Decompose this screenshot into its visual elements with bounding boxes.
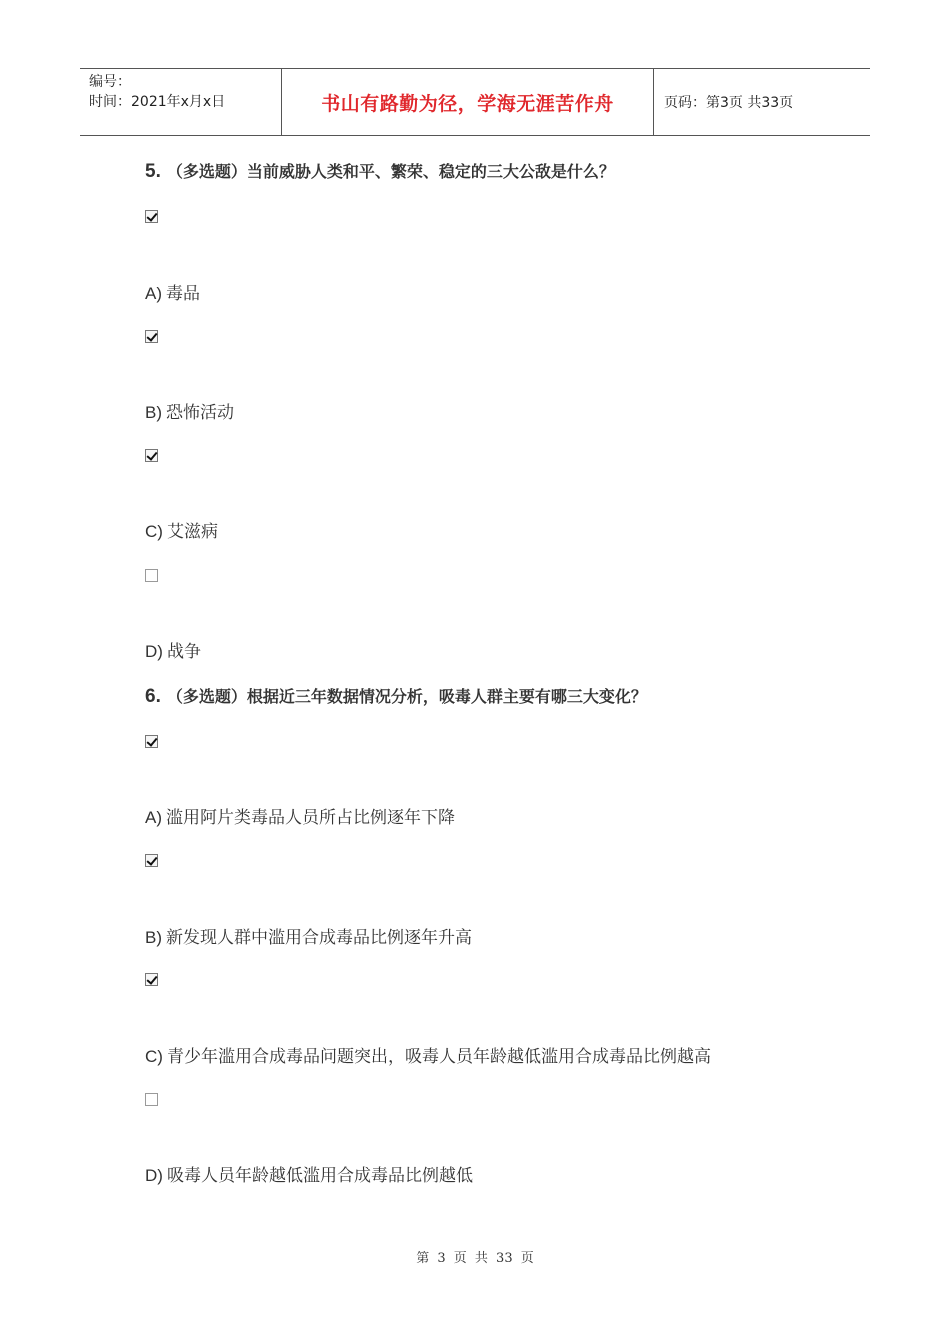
page-header [80, 68, 870, 136]
option-c-checkbox[interactable] [145, 973, 158, 986]
option-text: 恐怖活动 [166, 403, 234, 423]
option-d-checkbox[interactable] [145, 1093, 158, 1106]
option-label: B) [145, 403, 162, 422]
option-label: C) [145, 1047, 163, 1066]
option-label: B) [145, 928, 162, 947]
option-a-checkbox[interactable] [145, 210, 158, 223]
option-d-checkbox[interactable] [145, 569, 158, 582]
option-c [145, 517, 218, 542]
option-text: 青少年滥用合成毒品问题突出，吸毒人员年龄越低滥用合成毒品比例越高 [166, 1047, 711, 1067]
option-b [145, 923, 472, 948]
checkmark-icon [146, 735, 157, 747]
option-label: A) [145, 808, 162, 827]
question-number: 6. [145, 686, 161, 707]
page-footer: 第 3 页 共 33 页 [416, 1251, 534, 1266]
option-label: A) [145, 284, 162, 303]
option-text: 战争 [166, 642, 201, 662]
question-5-title [145, 159, 615, 183]
header-page-info: 页码：第3页 共33页 [664, 95, 794, 111]
header-motto: 书山有路勤为径，学海无涯苦作舟 [321, 92, 614, 115]
option-c-checkbox[interactable] [145, 449, 158, 462]
question-number: 5. [145, 161, 161, 182]
header-page-info-cell [654, 69, 870, 135]
question-text: （多选题）当前威胁人类和平、繁荣、稳定的三大公敌是什么？ [166, 162, 615, 181]
date-label: 时间：2021年x月x日 [89, 94, 226, 110]
question-text: （多选题）根据近三年数据情况分析，吸毒人群主要有哪三大变化？ [166, 687, 647, 706]
checkmark-icon [146, 210, 157, 222]
option-label: C) [145, 522, 163, 541]
option-text: 新发现人群中滥用合成毒品比例逐年升高 [166, 928, 472, 948]
option-d [145, 637, 201, 662]
option-c [145, 1042, 711, 1067]
header-meta [80, 69, 282, 135]
option-label: D) [145, 1166, 163, 1185]
checkmark-icon [146, 854, 157, 866]
option-a [145, 279, 200, 304]
option-text: 毒品 [166, 284, 200, 304]
serial-label: 编号： [89, 74, 131, 90]
option-text: 吸毒人员年龄越低滥用合成毒品比例越低 [166, 1166, 473, 1186]
header-motto-cell [282, 69, 654, 135]
option-text: 艾滋病 [166, 522, 218, 542]
option-b-checkbox[interactable] [145, 854, 158, 867]
option-b-checkbox[interactable] [145, 330, 158, 343]
option-a [145, 803, 455, 828]
checkmark-icon [146, 330, 157, 342]
checkmark-icon [146, 449, 157, 461]
checkmark-icon [146, 973, 157, 985]
option-b [145, 398, 234, 423]
question-6-title [145, 684, 647, 708]
option-label: D) [145, 642, 163, 661]
option-a-checkbox[interactable] [145, 735, 158, 748]
option-text: 滥用阿片类毒品人员所占比例逐年下降 [166, 808, 455, 828]
option-d [145, 1161, 473, 1186]
